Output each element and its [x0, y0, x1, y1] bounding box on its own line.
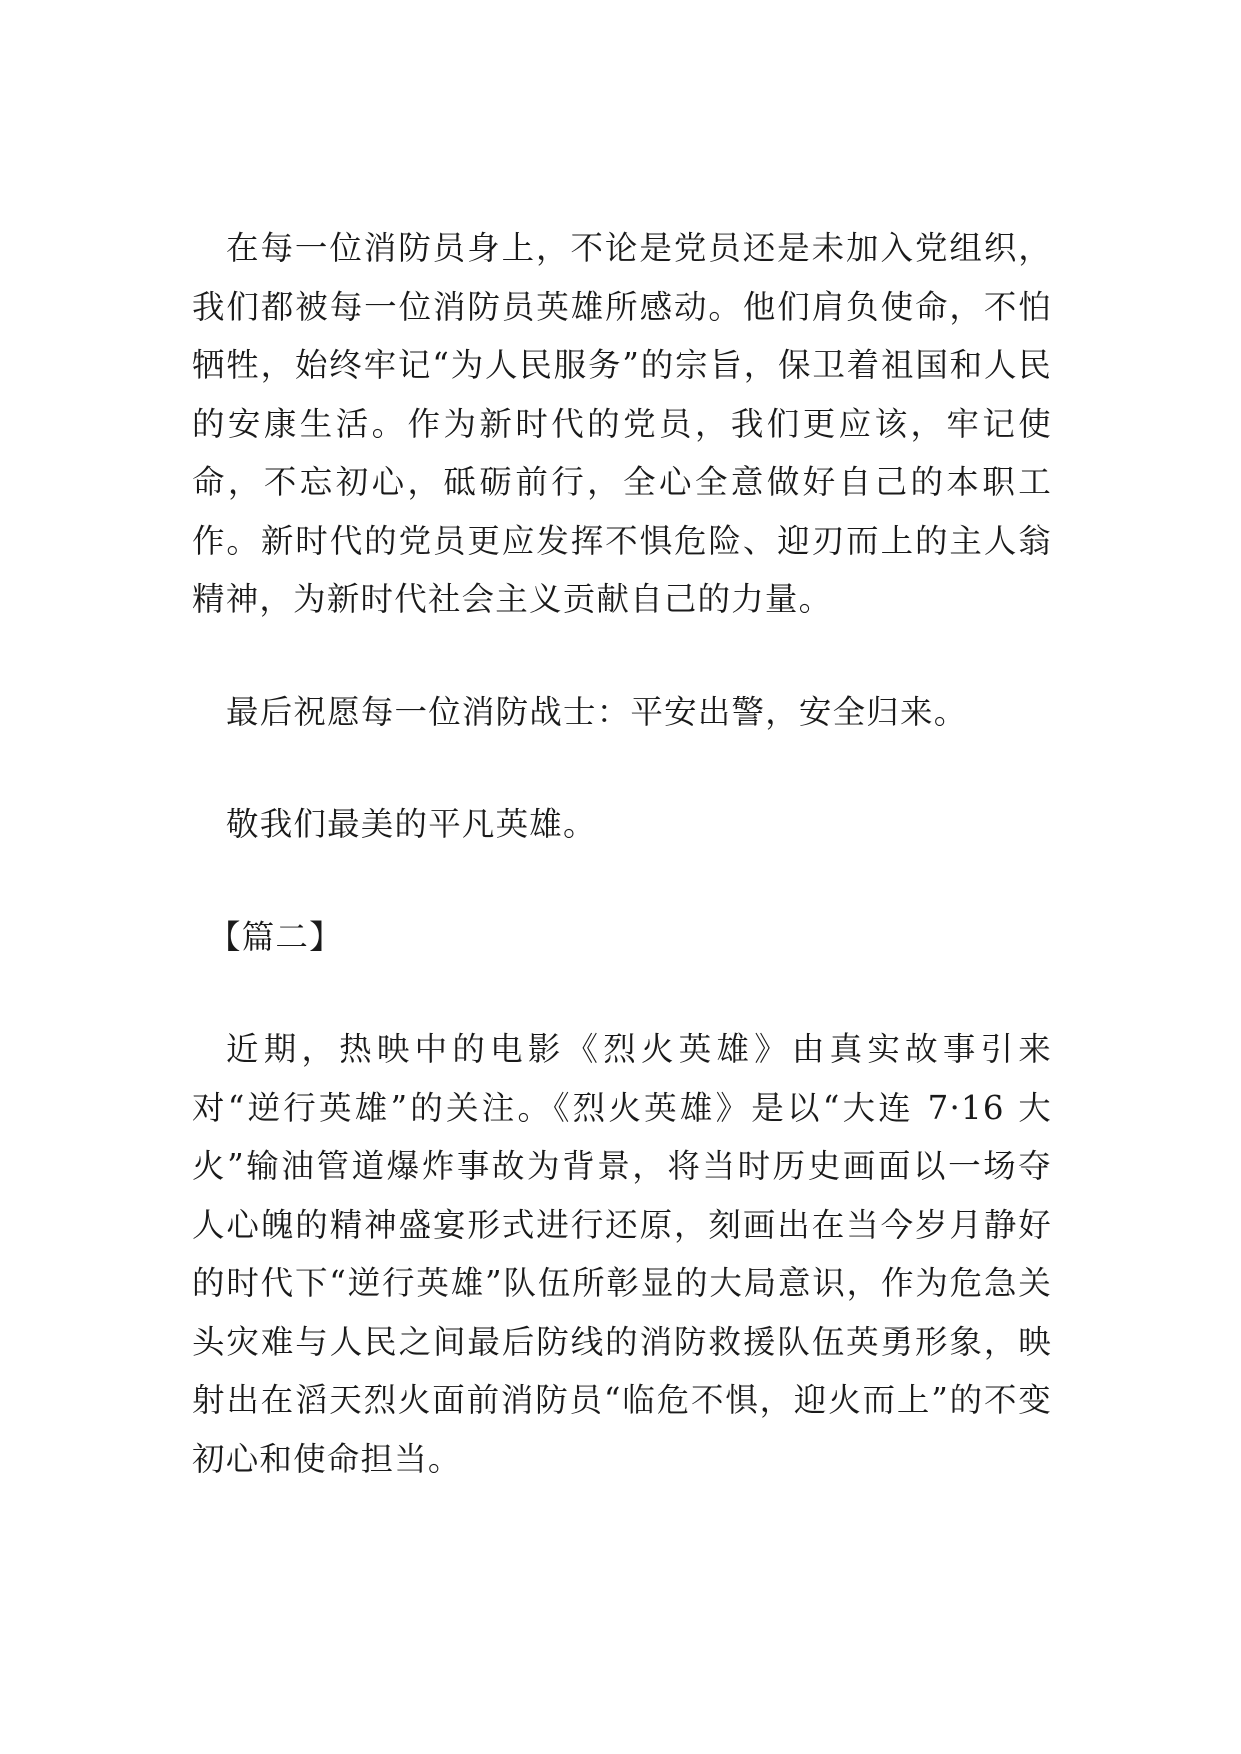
body-paragraph-2: 最后祝愿每一位消防战士：平安出警，安全归来。 — [226, 692, 968, 731]
section-paragraph: 近期，热映中的电影《烈火英雄》由真实故事引来对“逆行英雄”的关注。《烈火英雄》是以“大连 7·16 大火”输油管道爆炸事故为背景，将当时历史画面以一场夺人心魄的精神盛宴形式进行还原，刻画出在当今岁月静好的时代下“逆行英雄”队伍所彰显的大局意识，作为危急关头灾难与人民之间最后防线的消防救援队伍英勇形象，映射出在滔天烈火面前消防员“临危不惧，迎火而上”的不变初心和使命担当。 — [192, 1030, 1052, 1478]
section-heading: 【篇二】 — [208, 917, 343, 956]
body-paragraph-1: 在每一位消防员身上，不论是党员还是未加入党组织，我们都被每一位消防员英雄所感动。他们肩负使命，不怕牺牲，始终牢记“为人民服务”的宗旨，保卫着祖国和人民的安康生活。作为新时代的党员，我们更应该，牢记使命，不忘初心，砥砺前行，全心全意做好自己的本职工作。新时代的党员更应发挥不惧危险、迎刃而上的主人翁精神，为新时代社会主义贡献自己的力量。 — [192, 229, 1052, 618]
body-paragraph-3: 敬我们最美的平凡英雄。 — [226, 805, 597, 843]
document-body — [192, 219, 1052, 1488]
